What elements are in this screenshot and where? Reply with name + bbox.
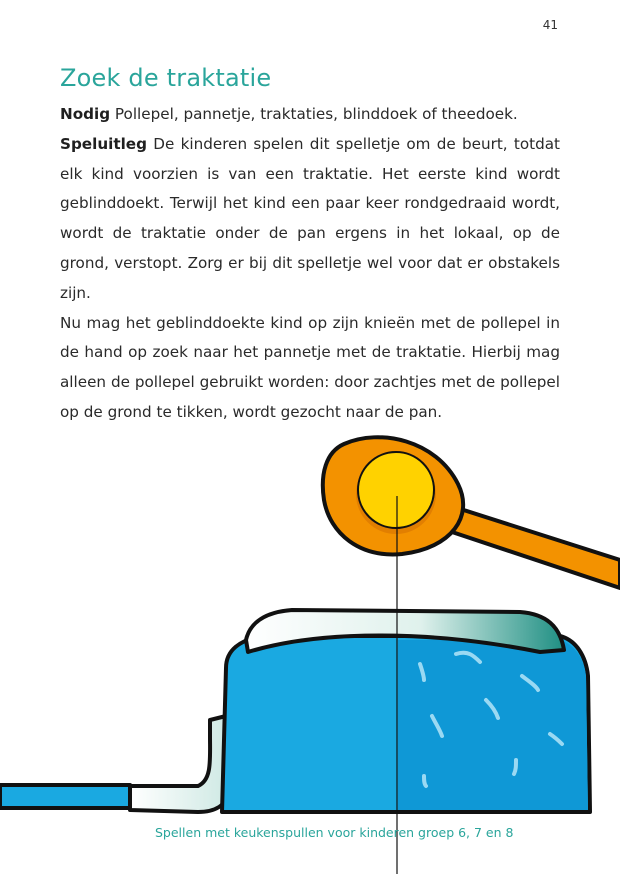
instructions-paragraph: Nu mag het geblinddoekte kind op zijn knieën met de pollepel in de hand op zoek naar het pannetje met de traktatie. Hierbij mag alleen de pollepel gebruikt worden: door zachtjes met de pollepel op de grond te tikken, wordt gezocht naar de pan. bbox=[60, 313, 560, 421]
rules-text: De kinderen spelen dit spelletje om de beurt, totdat elk kind voorzien is van een traktatie. Het eerste kind wordt geblinddoekt. Terwijl het kind een paar keer rondgedraaid wordt, wordt de traktatie onder de pan ergens in het lokaal, op de grond, verstopt. Zorg er bij dit spelletje wel voor dat er obstakels zijn. bbox=[60, 134, 560, 302]
pan-handle-icon bbox=[0, 716, 228, 812]
page-footer: Spellen met keukenspullen voor kinderen groep 6, 7 en 8 bbox=[155, 825, 514, 840]
materials-text: Pollepel, pannetje, traktaties, blinddoek of theedoek. bbox=[110, 105, 518, 123]
pan-icon bbox=[222, 610, 590, 812]
rules-label: Speluitleg bbox=[60, 134, 147, 153]
materials-paragraph bbox=[60, 100, 560, 130]
page-number: 41 bbox=[542, 18, 558, 32]
treat-icon bbox=[358, 452, 434, 528]
spoon-and-pan-illustration bbox=[0, 430, 620, 874]
body-text bbox=[60, 100, 560, 428]
page-title: Zoek de traktatie bbox=[60, 64, 272, 92]
materials-label: Nodig bbox=[60, 105, 111, 123]
rules-paragraph bbox=[60, 130, 560, 309]
